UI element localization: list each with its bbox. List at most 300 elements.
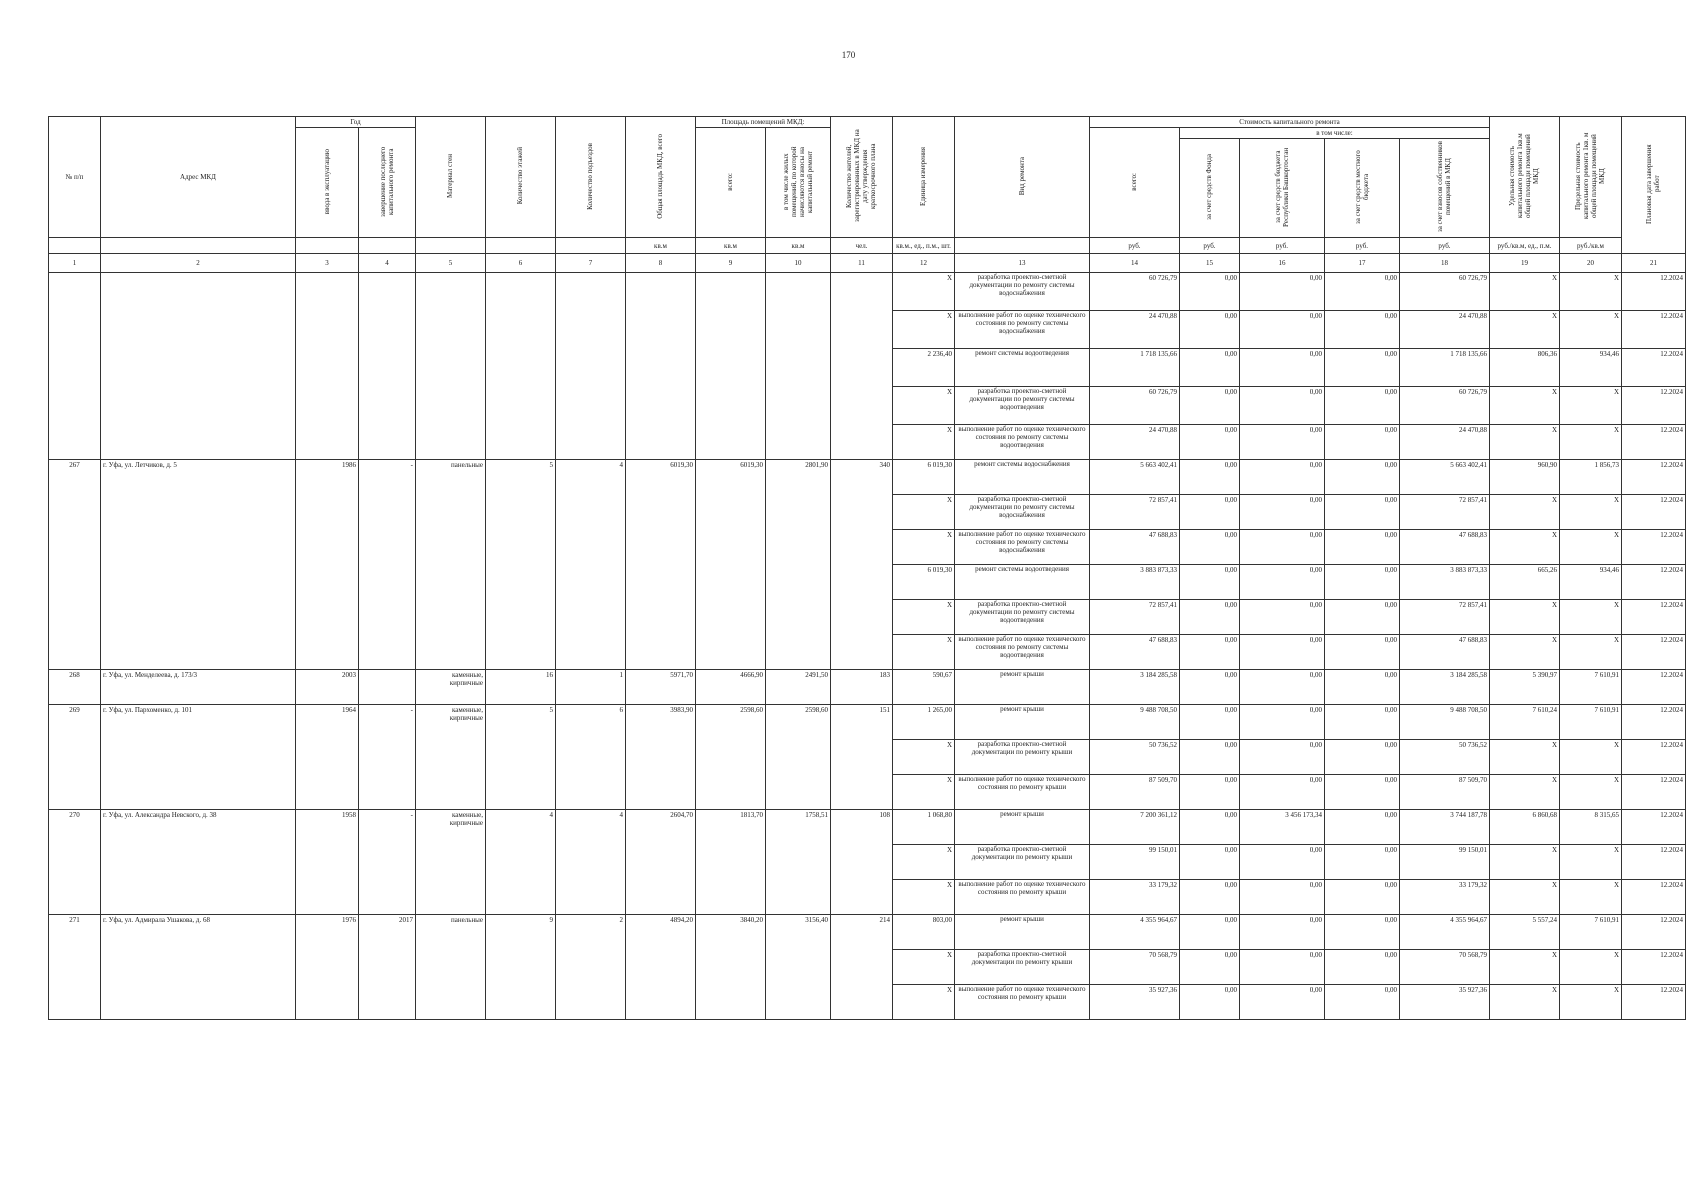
cell-c16: 3 456 173,34 [1240,810,1325,845]
cell-c19: X [1490,985,1560,1020]
cell-c18: 47 688,83 [1400,635,1490,670]
column-number: 3 [296,254,359,273]
header-c10: в том числе жилых помещений, по которой начисляются взносы на капитальный ремонт [766,128,831,238]
cell-c15: 0,00 [1180,425,1240,460]
cell-c15: 0,00 [1180,985,1240,1020]
cell-c16: 0,00 [1240,495,1325,530]
cell-c2: г. Уфа, ул. Александра Невского, д. 38 [101,810,296,915]
cell-c15: 0,00 [1180,530,1240,565]
cell-c5: панельные [416,460,486,670]
cell-c17: 0,00 [1325,349,1400,387]
cell-c17: 0,00 [1325,273,1400,311]
cell-c18: 5 663 402,41 [1400,460,1490,495]
cell-c19: X [1490,311,1560,349]
cell-c16: 0,00 [1240,565,1325,600]
cell-c21: 12.2024 [1622,495,1686,530]
cell-c21: 12.2024 [1622,387,1686,425]
unit-empty [296,238,359,254]
repair-plan-table-wrapper [48,116,1686,1020]
cell-c20: 934,46 [1560,565,1622,600]
cell-c17: 0,00 [1325,670,1400,705]
cell-c6: 5 [486,705,556,810]
cell-c20: 1 856,73 [1560,460,1622,495]
header-c1: № п/п [49,117,101,238]
cell-c17: 0,00 [1325,705,1400,740]
column-number: 5 [416,254,486,273]
cell-c21: 12.2024 [1622,349,1686,387]
unit-cell: кв.м [766,238,831,254]
unit-cell: кв.м [696,238,766,254]
cell-c13: разработка проектно-сметной документации по ремонту крыши [955,845,1090,880]
cell-c2-continued [101,273,296,460]
cell-c18: 3 883 873,33 [1400,565,1490,600]
cell-c13: выполнение работ по оценке технического состояния по ремонту крыши [955,775,1090,810]
cell-c16: 0,00 [1240,530,1325,565]
cell-c12: 1 265,00 [893,705,955,740]
column-number: 18 [1400,254,1490,273]
cell-c19: X [1490,880,1560,915]
cell-c21: 12.2024 [1622,530,1686,565]
cell-c10: 3156,40 [766,915,831,1020]
cell-c19: 7 610,24 [1490,705,1560,740]
cell-c17: 0,00 [1325,460,1400,495]
cell-c21: 12.2024 [1622,425,1686,460]
unit-cell: руб. [1325,238,1400,254]
cell-c18: 24 470,88 [1400,311,1490,349]
cell-c16: 0,00 [1240,705,1325,740]
cell-c14: 3 883 873,33 [1090,565,1180,600]
header-c20: Предельная стоимость капитального ремонта 1кв. м общей площади помещений МКД [1560,117,1622,238]
header-incl: в том числе: [1180,128,1490,139]
cell-c11: 214 [831,915,893,1020]
cell-c3: 1976 [296,915,359,1020]
cell-c12: X [893,950,955,985]
cell-c20: 7 610,91 [1560,705,1622,740]
cell-c16: 0,00 [1240,775,1325,810]
cell-c15: 0,00 [1180,460,1240,495]
cell-c5: каменные, кирпичные [416,670,486,705]
cell-c12: 6 019,30 [893,460,955,495]
cell-c15: 0,00 [1180,915,1240,950]
cell-c14: 70 568,79 [1090,950,1180,985]
cell-c16: 0,00 [1240,387,1325,425]
cell-c20: X [1560,775,1622,810]
cell-c1: 268 [49,670,101,705]
cell-c17: 0,00 [1325,311,1400,349]
cell-c13: ремонт системы водоснабжения [955,460,1090,495]
table-row [49,915,1686,950]
cell-c8: 3983,90 [626,705,696,810]
cell-c16: 0,00 [1240,311,1325,349]
cell-c5: каменные, кирпичные [416,810,486,915]
cell-c13: выполнение работ по оценке технического состояния по ремонту системы водоснабжения [955,530,1090,565]
column-number: 21 [1622,254,1686,273]
cell-c1: 267 [49,460,101,670]
cell-c19: X [1490,950,1560,985]
cell-c16: 0,00 [1240,915,1325,950]
table-header [49,117,1686,273]
cell-c15: 0,00 [1180,810,1240,845]
cell-c21: 12.2024 [1622,880,1686,915]
cell-c10-continued [766,273,831,460]
table-row [49,460,1686,495]
cell-c14: 7 200 361,12 [1090,810,1180,845]
cell-c18: 24 470,88 [1400,425,1490,460]
cell-c18: 72 857,41 [1400,495,1490,530]
header-c11: Количество жителей, зарегистрированных в МКД на дату утверждения краткосрочного плана [831,117,893,238]
table-row [49,273,1686,311]
cell-c3-continued [296,273,359,460]
cell-c4 [359,670,416,705]
column-number: 17 [1325,254,1400,273]
cell-c13: ремонт крыши [955,915,1090,950]
cell-c16: 0,00 [1240,880,1325,915]
cell-c17: 0,00 [1325,565,1400,600]
header-c18: за счет взносов собственников помещений в МКД [1400,139,1490,238]
cell-c14: 47 688,83 [1090,530,1180,565]
table-row [49,705,1686,740]
cell-c20: X [1560,425,1622,460]
cell-c12: X [893,985,955,1020]
cell-c14: 72 857,41 [1090,495,1180,530]
cell-c13: разработка проектно-сметной документации по ремонту крыши [955,950,1090,985]
cell-c11: 151 [831,705,893,810]
cell-c14: 9 488 708,50 [1090,705,1180,740]
cell-c15: 0,00 [1180,273,1240,311]
cell-c20: X [1560,950,1622,985]
cell-c14: 99 150,01 [1090,845,1180,880]
cell-c17: 0,00 [1325,915,1400,950]
cell-c12: X [893,387,955,425]
cell-c13: выполнение работ по оценке технического состояния по ремонту системы водоотведения [955,635,1090,670]
cell-c15: 0,00 [1180,880,1240,915]
cell-c9-continued [696,273,766,460]
cell-c16: 0,00 [1240,845,1325,880]
column-number: 11 [831,254,893,273]
cell-c15: 0,00 [1180,565,1240,600]
cell-c9: 3840,20 [696,915,766,1020]
cell-c19: X [1490,740,1560,775]
cell-c19: 806,36 [1490,349,1560,387]
column-number: 4 [359,254,416,273]
cell-c4: - [359,810,416,915]
cell-c11: 340 [831,460,893,670]
cell-c13: выполнение работ по оценке технического состояния по ремонту системы водоотведения [955,425,1090,460]
cell-c15: 0,00 [1180,600,1240,635]
cell-c14: 35 927,36 [1090,985,1180,1020]
cell-c20: X [1560,530,1622,565]
cell-c15: 0,00 [1180,349,1240,387]
cell-c19: X [1490,530,1560,565]
cell-c10: 1758,51 [766,810,831,915]
cell-c20: 934,46 [1560,349,1622,387]
unit-cell: кв.м [626,238,696,254]
cell-c13: ремонт крыши [955,810,1090,845]
cell-c13: разработка проектно-сметной документации по ремонту системы водоснабжения [955,495,1090,530]
cell-c12: 590,67 [893,670,955,705]
cell-c21: 12.2024 [1622,311,1686,349]
cell-c14: 24 470,88 [1090,311,1180,349]
cell-c6: 16 [486,670,556,705]
cell-c2: г. Уфа, ул. Менделеева, д. 173/3 [101,670,296,705]
header-c9: всего: [696,128,766,238]
cell-c15: 0,00 [1180,635,1240,670]
cell-c13: разработка проектно-сметной документации по ремонту системы водоснабжения [955,273,1090,311]
repair-plan-table [48,116,1686,1020]
cell-c18: 3 184 285,58 [1400,670,1490,705]
cell-c16: 0,00 [1240,425,1325,460]
cell-c18: 70 568,79 [1400,950,1490,985]
cell-c20: 7 610,91 [1560,670,1622,705]
column-number: 13 [955,254,1090,273]
column-number: 20 [1560,254,1622,273]
unit-empty [486,238,556,254]
cell-c12: X [893,530,955,565]
cell-c13: разработка проектно-сметной документации по ремонту системы водоотведения [955,387,1090,425]
cell-c18: 33 179,32 [1400,880,1490,915]
cell-c19: X [1490,495,1560,530]
cell-c21: 12.2024 [1622,950,1686,985]
cell-c16: 0,00 [1240,349,1325,387]
cell-c16: 0,00 [1240,950,1325,985]
cell-c12: X [893,425,955,460]
cell-c18: 9 488 708,50 [1400,705,1490,740]
cell-c12: X [893,880,955,915]
column-numbers-row [49,254,1686,273]
cell-c9: 6019,30 [696,460,766,670]
cell-c18: 99 150,01 [1400,845,1490,880]
header-c14: всего: [1090,128,1180,238]
cell-c18: 87 509,70 [1400,775,1490,810]
cell-c2: г. Уфа, ул. Адмирала Ушакова, д. 68 [101,915,296,1020]
cell-c14: 60 726,79 [1090,273,1180,311]
unit-empty [556,238,626,254]
cell-c14: 72 857,41 [1090,600,1180,635]
cell-c20: 7 610,91 [1560,915,1622,950]
cell-c15: 0,00 [1180,950,1240,985]
cell-c19: 5 390,97 [1490,670,1560,705]
cell-c15: 0,00 [1180,740,1240,775]
unit-cell: руб./кв.м, ед., п.м. [1490,238,1560,254]
header-c19: Удельная стоимость капитального ремонта 1кв.м общей площади помещений МКД [1490,117,1560,238]
cell-c21: 12.2024 [1622,845,1686,880]
cell-c14: 5 663 402,41 [1090,460,1180,495]
header-c8: Общая площадь МКД, всего [626,117,696,238]
cell-c12: X [893,740,955,775]
cell-c6-continued [486,273,556,460]
cell-c13: выполнение работ по оценке технического состояния по ремонту системы водоснабжения [955,311,1090,349]
cell-c5: каменные, кирпичные [416,705,486,810]
column-number: 8 [626,254,696,273]
cell-c12: X [893,495,955,530]
cell-c6: 5 [486,460,556,670]
cell-c20: 8 315,65 [1560,810,1622,845]
cell-c21: 12.2024 [1622,985,1686,1020]
cell-c13: разработка проектно-сметной документации по ремонту системы водоотведения [955,600,1090,635]
header-c5: Материал стен [416,117,486,238]
cell-c16: 0,00 [1240,460,1325,495]
column-number: 7 [556,254,626,273]
cell-c9: 1813,70 [696,810,766,915]
cell-c12: 1 068,80 [893,810,955,845]
unit-cell: руб. [1090,238,1180,254]
cell-c17: 0,00 [1325,950,1400,985]
cell-c7: 4 [556,810,626,915]
cell-c8: 6019,30 [626,460,696,670]
cell-c13: ремонт системы водоотведения [955,349,1090,387]
cell-c16: 0,00 [1240,600,1325,635]
cell-c18: 50 736,52 [1400,740,1490,775]
header-cost-group: Стоимость капитального ремонта [1090,117,1490,128]
cell-c3: 1986 [296,460,359,670]
column-number: 9 [696,254,766,273]
cell-c20: X [1560,985,1622,1020]
cell-c18: 47 688,83 [1400,530,1490,565]
cell-c19: X [1490,273,1560,311]
header-c21: Плановая дата завершения работ [1622,117,1686,254]
cell-c6: 4 [486,810,556,915]
cell-c14: 3 184 285,58 [1090,670,1180,705]
cell-c13: выполнение работ по оценке технического состояния по ремонту крыши [955,985,1090,1020]
header-c12: Единица измерения [893,117,955,238]
unit-empty [359,238,416,254]
cell-c13: выполнение работ по оценке технического состояния по ремонту крыши [955,880,1090,915]
header-c15: за счет средств Фонда [1180,139,1240,238]
header-area-group: Площадь помещений МКД: [696,117,831,128]
cell-c19: X [1490,425,1560,460]
cell-c10: 2801,90 [766,460,831,670]
column-number: 10 [766,254,831,273]
cell-c20: X [1560,311,1622,349]
unit-cell: руб./кв.м [1560,238,1622,254]
units-row [49,238,1686,254]
cell-c6: 9 [486,915,556,1020]
unit-cell: руб. [1400,238,1490,254]
header-year-group: Год [296,117,416,128]
cell-c16: 0,00 [1240,273,1325,311]
cell-c16: 0,00 [1240,670,1325,705]
cell-c1: 271 [49,915,101,1020]
cell-c18: 60 726,79 [1400,387,1490,425]
cell-c19: 6 860,68 [1490,810,1560,845]
unit-empty [955,238,1090,254]
cell-c20: X [1560,845,1622,880]
cell-c4: 2017 [359,915,416,1020]
cell-c12: X [893,311,955,349]
cell-c16: 0,00 [1240,985,1325,1020]
cell-c8: 5971,70 [626,670,696,705]
cell-c8: 2604,70 [626,810,696,915]
cell-c18: 3 744 187,78 [1400,810,1490,845]
table-row [49,810,1686,845]
column-number: 14 [1090,254,1180,273]
cell-c17: 0,00 [1325,775,1400,810]
header-c7: Количество подъездов [556,117,626,238]
header-c2: Адрес МКД [101,117,296,238]
cell-c17: 0,00 [1325,880,1400,915]
cell-c19: X [1490,635,1560,670]
cell-c20: X [1560,273,1622,311]
header-c17: за счет средств местного бюджета [1325,139,1400,238]
cell-c14: 60 726,79 [1090,387,1180,425]
cell-c20: X [1560,740,1622,775]
cell-c12: 2 236,40 [893,349,955,387]
cell-c3: 2003 [296,670,359,705]
cell-c10: 2598,60 [766,705,831,810]
cell-c13: ремонт системы водоотведения [955,565,1090,600]
column-number: 15 [1180,254,1240,273]
column-number: 1 [49,254,101,273]
header-c16: за счет средств бюджета Республики Башкортостан [1240,139,1325,238]
cell-c12: 6 019,30 [893,565,955,600]
cell-c19: 5 557,24 [1490,915,1560,950]
cell-c7: 1 [556,670,626,705]
column-number: 16 [1240,254,1325,273]
cell-c3: 1964 [296,705,359,810]
cell-c11: 183 [831,670,893,705]
cell-c3: 1958 [296,810,359,915]
cell-c15: 0,00 [1180,705,1240,740]
cell-c4-continued [359,273,416,460]
cell-c15: 0,00 [1180,775,1240,810]
cell-c19: X [1490,845,1560,880]
cell-c5-continued [416,273,486,460]
cell-c15: 0,00 [1180,311,1240,349]
cell-c18: 1 718 135,66 [1400,349,1490,387]
cell-c17: 0,00 [1325,530,1400,565]
cell-c20: X [1560,495,1622,530]
cell-c12: X [893,845,955,880]
column-number: 19 [1490,254,1560,273]
cell-c14: 33 179,32 [1090,880,1180,915]
cell-c4: - [359,460,416,670]
cell-c19: 960,90 [1490,460,1560,495]
cell-c11-continued [831,273,893,460]
cell-c15: 0,00 [1180,845,1240,880]
cell-c12: X [893,273,955,311]
cell-c13: ремонт крыши [955,670,1090,705]
cell-c1: 270 [49,810,101,915]
cell-c5: панельные [416,915,486,1020]
table-row [49,670,1686,705]
cell-c21: 12.2024 [1622,565,1686,600]
cell-c14: 24 470,88 [1090,425,1180,460]
cell-c17: 0,00 [1325,635,1400,670]
cell-c21: 12.2024 [1622,810,1686,845]
cell-c17: 0,00 [1325,495,1400,530]
cell-c18: 35 927,36 [1400,985,1490,1020]
cell-c14: 4 355 964,67 [1090,915,1180,950]
unit-cell: руб. [1240,238,1325,254]
cell-c12: X [893,775,955,810]
cell-c11: 108 [831,810,893,915]
table-body [49,273,1686,1020]
cell-c7: 2 [556,915,626,1020]
unit-empty [416,238,486,254]
cell-c18: 4 355 964,67 [1400,915,1490,950]
cell-c8: 4894,20 [626,915,696,1020]
cell-c19: X [1490,775,1560,810]
cell-c20: X [1560,387,1622,425]
header-c3: ввода в эксплуатацию [296,128,359,238]
page-number: 170 [841,50,856,60]
cell-c17: 0,00 [1325,425,1400,460]
cell-c21: 12.2024 [1622,635,1686,670]
cell-c4: - [359,705,416,810]
cell-c13: разработка проектно-сметной документации по ремонту крыши [955,740,1090,775]
cell-c18: 60 726,79 [1400,273,1490,311]
cell-c20: X [1560,880,1622,915]
